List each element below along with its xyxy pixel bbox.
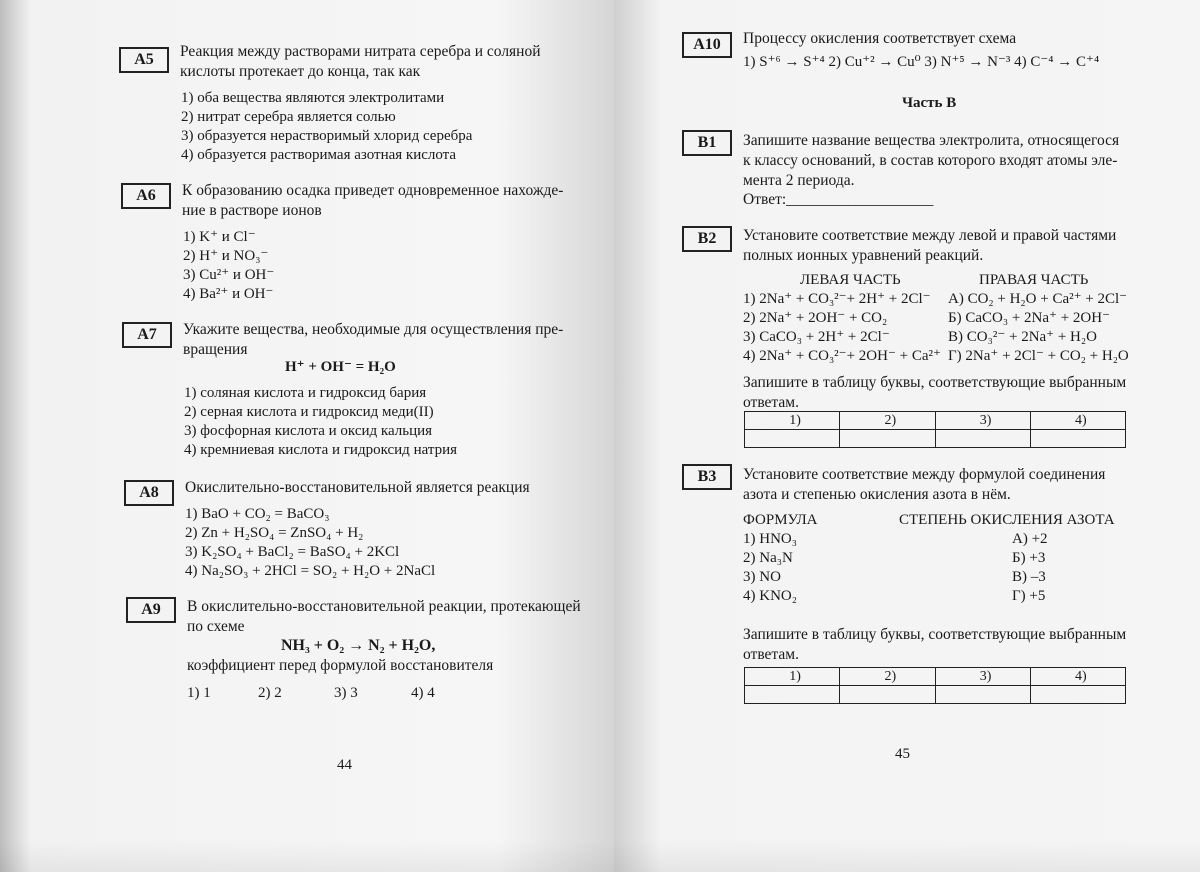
- b2-answer-cell-3[interactable]: [935, 430, 1030, 448]
- b3-right-b: Б) +3: [1012, 550, 1046, 566]
- a10-options: 1) S⁺⁶ → S⁺⁴ 2) Cu⁺² → Cu⁰ 3) N⁺⁵ → N⁻³ 4) C⁻⁴ → C⁺⁴: [743, 54, 1100, 70]
- b3-left-3: 3) NO: [743, 569, 781, 585]
- book-edge: [0, 0, 30, 872]
- question-label-a9: A9: [126, 597, 176, 623]
- question-label-b3: B3: [682, 464, 732, 490]
- b3-text-line-2: азота и степенью окисления азота в нём.: [743, 486, 1011, 503]
- part-title: Часть В: [902, 95, 957, 111]
- a7-equation: H⁺ + OH⁻ = H₂O: [285, 359, 396, 375]
- a9-equation: NH₃ + O₂ → N₂ + H₂O,: [281, 637, 436, 654]
- a6-option-1: 1) K⁺ и Cl⁻: [183, 229, 256, 245]
- a9-option-2: 2) 2: [258, 685, 282, 701]
- a6-option-3: 3) Cu²⁺ и OH⁻: [183, 267, 275, 283]
- b2-table-header-2: 2): [840, 412, 935, 430]
- a8-option-1: 1) BaO + CO₂ = BaCO₃: [185, 506, 330, 522]
- question-label-a7: A7: [122, 322, 172, 348]
- b3-right-a: А) +2: [1012, 531, 1048, 547]
- a9-option-1: 1) 1: [187, 685, 211, 701]
- scan-shadow: [0, 840, 1200, 872]
- left-page: [30, 0, 614, 872]
- a8-option-2: 2) Zn + H₂SO₄ = ZnSO₄ + H₂: [185, 525, 364, 541]
- b2-text-line-2: полных ионных уравнений реакций.: [743, 247, 984, 264]
- a9-text-line-2: по схеме: [187, 618, 245, 635]
- question-label-a8: A8: [124, 480, 174, 506]
- b3-answer-cell-4[interactable]: [1030, 686, 1125, 704]
- a7-text-line-2: вращения: [183, 341, 248, 358]
- a8-option-4: 4) Na₂SO₃ + 2HCl = SO₂ + H₂O + 2NaCl: [185, 563, 436, 579]
- b3-answer-cell-2[interactable]: [840, 686, 935, 704]
- b3-instruction-line-2: ответам.: [743, 646, 799, 663]
- right-page: [614, 0, 1200, 872]
- a6-option-2: 2) H⁺ и NO₃⁻: [183, 248, 269, 264]
- page-number-left: 44: [337, 757, 352, 773]
- b2-answer-cell-4[interactable]: [1030, 430, 1125, 448]
- b2-left-4: 4) 2Na⁺ + CO₃²⁻+ 2OH⁻ + Ca²⁺: [743, 348, 941, 364]
- a7-option-1: 1) соляная кислота и гидроксид бария: [184, 385, 427, 401]
- a9-option-4: 4) 4: [411, 685, 435, 701]
- b3-table-header-2: 2): [840, 668, 935, 686]
- a7-option-4: 4) кремниевая кислота и гидроксид натрия: [184, 442, 458, 458]
- b2-left-header: ЛЕВАЯ ЧАСТЬ: [800, 272, 901, 288]
- a9-option-3: 3) 3: [334, 685, 358, 701]
- a6-text-line-1: К образованию осадка приведет одновременное нахожде-: [182, 182, 564, 199]
- b3-table-header-4: 4): [1030, 668, 1125, 686]
- page-number-right: 45: [895, 746, 910, 762]
- b2-answer-cell-1[interactable]: [745, 430, 840, 448]
- b2-instruction-line-1: Запишите в таблицу буквы, соответствующие выбранным: [743, 374, 1127, 391]
- b2-table-header-1: 1): [745, 412, 840, 430]
- b2-answer-cell-2[interactable]: [840, 430, 935, 448]
- b3-answer-table: [744, 667, 1126, 704]
- question-label-b2: B2: [682, 226, 732, 252]
- b2-right-a: А) CO₂ + H₂O + Ca²⁺ + 2Cl⁻: [948, 291, 1128, 307]
- a7-option-2: 2) серная кислота и гидроксид меди(II): [184, 404, 434, 420]
- a5-text-line-1: Реакция между растворами нитрата серебра и соляной: [180, 43, 541, 60]
- question-label-a10: A10: [682, 32, 732, 58]
- a6-text-line-2: ние в растворе ионов: [182, 202, 322, 219]
- a9-text-after: коэффициент перед формулой восстановителя: [187, 657, 494, 674]
- b2-answer-table: [744, 411, 1126, 448]
- b3-text-line-1: Установите соответствие между формулой соединения: [743, 466, 1106, 483]
- question-label-a5: A5: [119, 47, 169, 73]
- b2-right-v: В) CO₃²⁻ + 2Na⁺ + H₂O: [948, 329, 1097, 345]
- b2-table-header-3: 3): [935, 412, 1030, 430]
- b2-instruction-line-2: ответам.: [743, 394, 799, 411]
- a7-text-line-1: Укажите вещества, необходимые для осуществления пре-: [183, 321, 564, 338]
- b2-left-3: 3) CaCO₃ + 2H⁺ + 2Cl⁻: [743, 329, 890, 345]
- a5-text-line-2: кислоты протекает до конца, так как: [180, 63, 421, 80]
- b3-right-g: Г) +5: [1012, 588, 1046, 604]
- b3-left-1: 1) HNO₃: [743, 531, 797, 547]
- b3-answer-cell-3[interactable]: [935, 686, 1030, 704]
- question-label-b1: B1: [682, 130, 732, 156]
- b2-left-1: 1) 2Na⁺ + CO₃²⁻+ 2H⁺ + 2Cl⁻: [743, 291, 931, 307]
- a8-option-3: 3) K₂SO₄ + BaCl₂ = BaSO₄ + 2KCl: [185, 544, 400, 560]
- a5-option-4: 4) образуется растворимая азотная кислота: [181, 147, 457, 163]
- b3-left-4: 4) KNO₂: [743, 588, 797, 604]
- b1-text-line-2: к классу оснований, в состав которого входят атомы эле-: [743, 152, 1118, 169]
- a7-option-3: 3) фосфорная кислота и оксид кальция: [184, 423, 433, 439]
- b2-right-b: Б) CaCO₃ + 2Na⁺ + 2OH⁻: [948, 310, 1110, 326]
- a5-option-2: 2) нитрат серебра является солью: [181, 109, 396, 125]
- b3-right-v: В) –3: [1012, 569, 1046, 585]
- b3-instruction-line-1: Запишите в таблицу буквы, соответствующие выбранным: [743, 626, 1127, 643]
- b3-left-header: ФОРМУЛА: [743, 512, 818, 528]
- a10-text: Процессу окисления соответствует схема: [743, 30, 1017, 47]
- b3-table-header-3: 3): [935, 668, 1030, 686]
- a6-option-4: 4) Ba²⁺ и OH⁻: [183, 286, 274, 302]
- a5-option-3: 3) образуется нерастворимый хлорид серебра: [181, 128, 473, 144]
- a5-option-1: 1) оба вещества являются электролитами: [181, 90, 445, 106]
- b2-left-2: 2) 2Na⁺ + 2OH⁻ + CO₂: [743, 310, 888, 326]
- b2-right-header: ПРАВАЯ ЧАСТЬ: [979, 272, 1089, 288]
- b1-text-line-1: Запишите название вещества электролита, относящегося: [743, 132, 1120, 149]
- b3-answer-cell-1[interactable]: [745, 686, 840, 704]
- b2-right-g: Г) 2Na⁺ + 2Cl⁻ + CO₂ + H₂O: [948, 348, 1129, 364]
- b1-text-line-3: мента 2 периода.: [743, 172, 855, 189]
- a9-text-line-1: В окислительно-восстановительной реакции, протекающей: [187, 598, 581, 615]
- b2-text-line-1: Установите соответствие между левой и правой частями: [743, 227, 1117, 244]
- a8-text-line-1: Окислительно-восстановительной является реакция: [185, 479, 530, 496]
- question-label-a6: A6: [121, 183, 171, 209]
- b3-right-header: СТЕПЕНЬ ОКИСЛЕНИЯ АЗОТА: [899, 512, 1115, 528]
- b3-left-2: 2) Na₃N: [743, 550, 793, 566]
- b3-table-header-1: 1): [745, 668, 840, 686]
- b2-table-header-4: 4): [1030, 412, 1125, 430]
- b1-answer-line: Ответ:___________________: [743, 191, 934, 208]
